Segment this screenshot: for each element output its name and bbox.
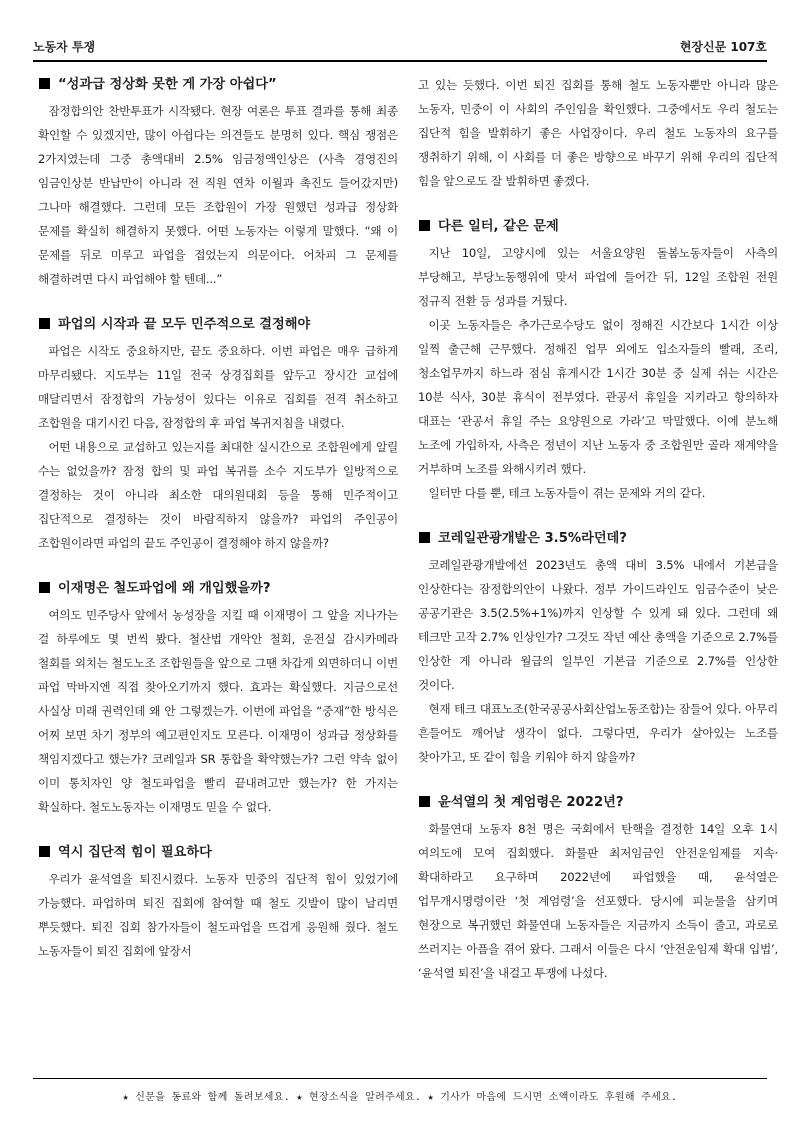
article-section: [38, 313, 398, 555]
article-section: [418, 791, 778, 985]
article-paragraph: 지난 10일, 고양시에 있는 서울요양원 돌봄노동자들이 사측의 부당해고, 부당노동행위에 맞서 파업에 들어간 뒤, 12일 조합원 전원 정규직 전환 등 성과를 거뒀다.: [418, 246, 778, 308]
article-paragraph: 우리가 윤석열을 퇴진시켰다. 노동자 민중의 집단적 힘이 있었기에 가능했다. 파업하며 퇴진 집회에 참여할 때 철도 깃발이 많이 날리면 뿌듯했다. 퇴진 집회 참가자들이 철도파업을 뜨겁게 응원해 줬다. 철도 노동자들이 퇴진 집회에 앞장서: [38, 872, 398, 958]
page-footer: [33, 1078, 767, 1103]
article-section: [418, 527, 778, 769]
square-bullet-icon: [419, 220, 430, 231]
article-section: [38, 577, 398, 819]
article-section: [38, 841, 398, 963]
article-paragraph: 파업은 시작도 중요하지만, 끝도 중요하다. 이번 파업은 매우 급하게 마무리됐다. 지도부는 11일 전국 상경집회를 앞두고 장시간 교섭에 매달리면서 잠정합의 가능성이 있다는 이유로 집회를 전격 취소하고 조합원을 대기시킨 다음, 잠정합의 후 파업 복귀지침을 내렸다.: [38, 344, 398, 430]
article-paragraph: 현재 테크 대표노조(한국공공사회산업노동조합)는 잠들어 있다. 아무리 흔들어도 깨어날 생각이 없다. 그렇다면, 우리가 살아있는 노조를 찾아가고, 또 같이 힘을 키워야 하지 않을까?: [418, 702, 778, 764]
article-title: 이재명은 철도파업에 왜 개입했을까?: [58, 581, 271, 596]
article-paragraph: 이곳 노동자들은 추가근로수당도 없이 정해진 시간보다 1시간 이상 일찍 출근해 근무했다. 정해진 업무 외에도 입소자들의 빨래, 조리, 청소업무까지 하느라 점심 휴게시간 1시간 30분 중 실제 쉬는 시간은 10분 식사, 30분 휴식이 전부였다. 관공서 휴일을 지키라고 항의하자 대표는 ‘관공서 휴일 주는 요양원으로 가라’고 막말했다. 이에 분노해 노조에 가입하자, 사측은 정년이 지난 노동자 중 조합원만 골라 재계약을 거부하며 노조를 와해시키려 했다.: [418, 318, 778, 476]
right-column: [418, 73, 778, 1007]
article-heading: [418, 215, 778, 239]
article-continuation: [418, 73, 778, 193]
article-title: 역시 집단적 힘이 필요하다: [58, 845, 212, 860]
square-bullet-icon: [39, 78, 50, 89]
article-section: [38, 73, 398, 291]
header-rule: [33, 60, 767, 62]
left-column: [38, 73, 398, 985]
issue-number: 현장신문 107호: [679, 40, 767, 54]
article-paragraph: 코레일관광개발에선 2023년도 총액 대비 3.5% 내에서 기본급을 인상한다는 잠정합의안이 나왔다. 정부 가이드라인도 임금수준이 낮은 공공기관은 3.5(2.5%+1%)까지 인상할 수 있게 돼 있다. 그런데 왜 테크만 고작 2.7% 인상인가? 그것도 작년 예산 총액을 기준으로 2.7%를 인상한 게 아니라 월급의 일부인 기본급 기준으로 2.7%를 인상한 것이다.: [418, 558, 778, 692]
article-title: 파업의 시작과 끝 모두 민주적으로 결정해야: [58, 317, 311, 332]
square-bullet-icon: [419, 532, 430, 543]
article-paragraph: 잠정합의안 찬반투표가 시작됐다. 현장 여론은 투표 결과를 통해 최종 확인할 수 있겠지만, 많이 아쉽다는 의견들도 분명히 있다. 핵심 쟁점은 2가지였는데 그중 총액대비 2.5% 임금정액인상은 (사측 경영진의 임금인상분 반납만이 아니라 전 직원 연차 이월과 촉진도 들어갔지만) 그나마 해결했다. 그런데 모든 조합원이 가장 원했던 성과급 정상화 문제를 확실히 해결하지 못했다. 어떤 노동자는 이렇게 말했다. “왜 이 문제를 뒤로 미루고 파업을 접었는지 의문이다. 어차피 그 문제를 해결하려면 다시 파업해야 할 텐데...”: [38, 104, 398, 286]
article-paragraph: 여의도 민주당사 앞에서 농성장을 지킬 때 이재명이 그 앞을 지나가는 걸 하루에도 몇 번씩 봤다. 철산법 개악안 철회, 운전실 감시카메라 철회를 외치는 철도노조 조합원들을 앞으로 그땐 차갑게 외면하더니 이번 파업 막바지엔 직접 찾아오기까지 했다. 효과는 확실했다. 지금으로선 사실상 미래 권력인데 왜 안 그렇겠는가. 이번에 파업을 “중재”한 방식은 어찌 보면 차기 정부의 예고편인지도 모른다. 이재명이 성과급 정상화를 책임지겠다고 했는가? 코레일과 SR 통합을 확약했는가? 그런 약속 없이 이미 통치자인 양 철도파업을 빨리 끝내려고만 했는가? 한 가지는 확실하다. 철도노동자는 이재명도 믿을 수 없다.: [38, 608, 398, 814]
article-paragraph: 어떤 내용으로 교섭하고 있는지를 최대한 실시간으로 조합원에게 알릴 수는 없었을까? 잠정 합의 및 파업 복귀를 소수 지도부가 일방적으로 결정하는 것이 아니라 최소한 대의원대회 등을 통해 민주적이고 집단적으로 결정하는 것이 바람직하지 않을까? 파업의 주인공이 조합원이라면 파업의 끝도 주인공이 결정해야 하지 않을까?: [38, 440, 398, 550]
article-title: 다른 일터, 같은 문제: [438, 219, 559, 234]
section-name: 노동자 투쟁: [33, 40, 96, 54]
article-paragraph: 화물연대 노동자 8천 명은 국회에서 탄핵을 결정한 14일 오후 1시 여의도에 모여 집회했다. 화물판 최저임금인 안전운임제를 지속·확대하라고 요구하며 2022년에 파업했을 때, 윤석열은 업무개시명령이란 ‘첫 계엄령’을 선포했다. 당시에 피눈물을 삼키며 현장으로 복귀했던 화물연대 노동자들은 지금까지 소득이 줄고, 과로로 쓰러지는 아픔을 겪어 왔다. 그래서 이들은 다시 ‘안전운임제 확대 입법’, ‘윤석열 퇴진’을 내걸고 투쟁에 나섰다.: [418, 822, 778, 980]
article-heading: [38, 841, 398, 865]
footer-rule: [33, 1078, 767, 1079]
article-heading: [418, 527, 778, 551]
article-title: 윤석열의 첫 계엄령은 2022년?: [438, 795, 624, 810]
article-heading: [38, 73, 398, 97]
article-paragraph: 고 있는 듯했다. 이번 퇴진 집회를 통해 철도 노동자뿐만 아니라 많은 노동자, 민중이 이 사회의 주인임을 확인했다. 그중에서도 우리 철도는 집단적 힘을 발휘하기 좋은 사업장이다. 우리 철도 노동자의 요구를 쟁취하기 위해, 이 사회를 더 좋은 방향으로 바꾸기 위해 우리의 집단적 힘을 앞으로도 잘 발휘하면 좋겠다.: [418, 78, 778, 188]
article-title: 코레일관광개발은 3.5%라던데?: [438, 531, 627, 546]
article-heading: [418, 791, 778, 815]
square-bullet-icon: [39, 846, 50, 857]
page-header: [33, 38, 767, 62]
footer-note: ★ 신문을 동료와 함께 돌려보세요. ★ 현장소식을 알려주세요. ★ 기사가 마음에 드시면 소액이라도 후원해 주세요.: [122, 1092, 678, 1103]
article-title: “성과급 정상화 못한 게 가장 아쉽다”: [58, 77, 277, 92]
square-bullet-icon: [39, 318, 50, 329]
article-section: [418, 215, 778, 505]
article-heading: [38, 577, 398, 601]
square-bullet-icon: [39, 582, 50, 593]
article-heading: [38, 313, 398, 337]
article-paragraph: 일터만 다를 뿐, 테크 노동자들이 겪는 문제와 거의 같다.: [428, 486, 706, 500]
square-bullet-icon: [419, 796, 430, 807]
